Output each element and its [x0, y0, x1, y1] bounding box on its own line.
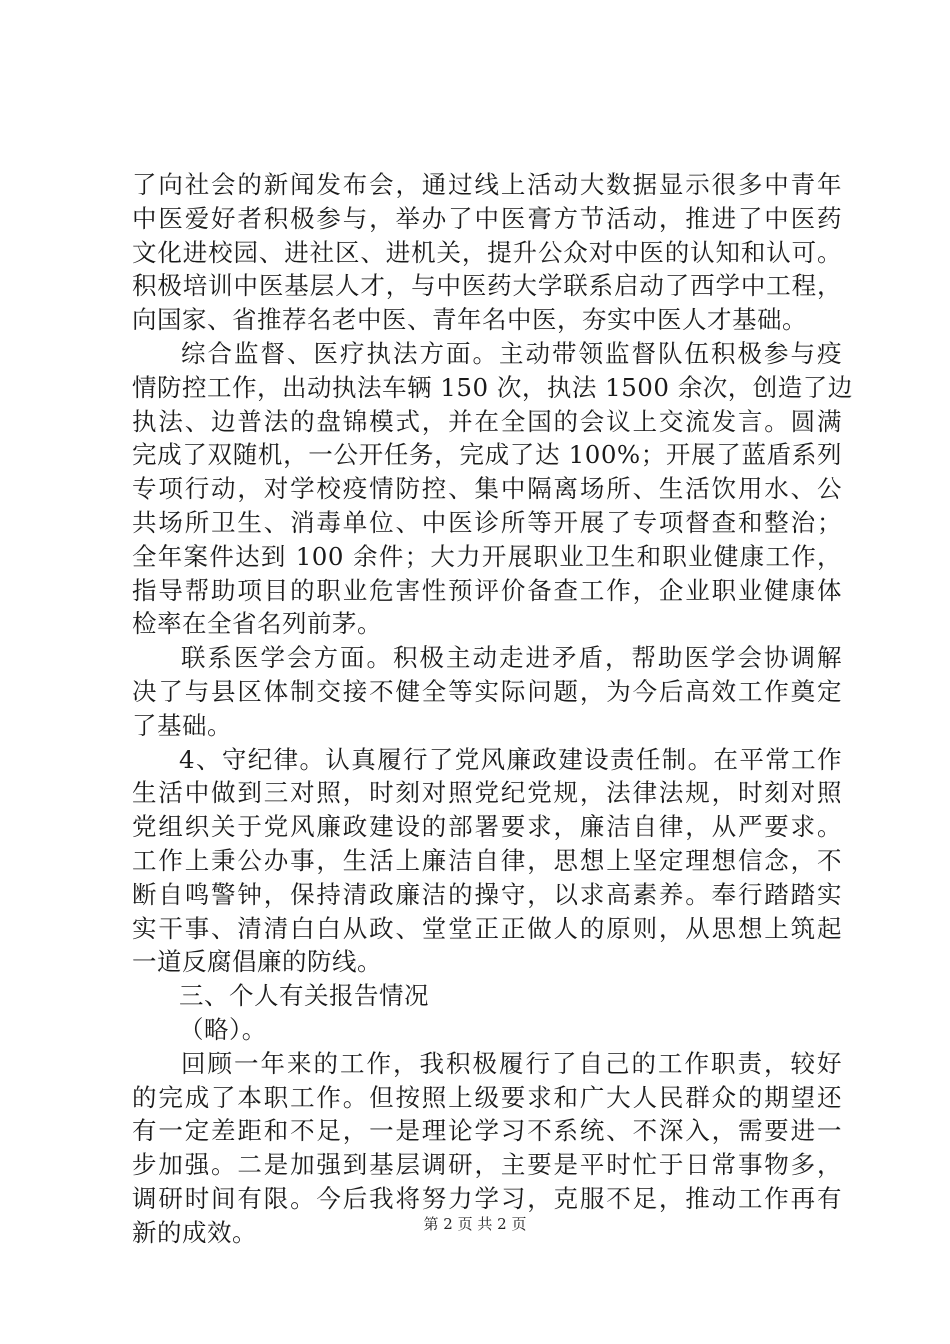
- text-line: 一道反腐倡廉的防线。: [132, 947, 382, 977]
- text-line: 全年案件达到 100 余件；大力开展职业卫生和职业健康工作，: [132, 541, 842, 571]
- text-line: 断自鸣警钟，保持清政廉洁的操守，以求高素养。奉行踏踏实: [132, 879, 842, 909]
- text-line: 文化进校园、进社区、进机关，提升公众对中医的认知和认可。: [132, 237, 842, 267]
- text-line: 执法、边普法的盘锦模式，并在全国的会议上交流发言。圆满: [132, 406, 842, 436]
- text-line: 步加强。二是加强到基层调研，主要是平时忙于日常事物多，: [132, 1150, 842, 1180]
- text-line: 了向社会的新闻发布会，通过线上活动大数据显示很多中青年: [132, 170, 842, 199]
- text-line: 的完成了本职工作。但按照上级要求和广大人民群众的期望还: [132, 1082, 842, 1112]
- page-footer: [0, 1214, 950, 1234]
- text-line: 有一定差距和不足，一是理论学习不系统、不深入，需要进一: [132, 1116, 842, 1146]
- paragraph-start-line: 综合监督、医疗执法方面。主动带领监督队伍积极参与疫: [181, 338, 842, 368]
- text-line: 调研时间有限。今后我将努力学习，克服不足，推动工作再有: [132, 1183, 842, 1213]
- page-number-label: 第 2 页 共 2 页: [423, 1215, 527, 1233]
- text-line: 检率在全省名列前茅。: [132, 609, 382, 639]
- text-line: 新的成效。: [132, 1217, 257, 1247]
- text-line: 指导帮助项目的职业危害性预评价备查工作，企业职业健康体: [132, 575, 842, 605]
- text-line: 生活中做到三对照，时刻对照党纪党规，法律法规，时刻对照: [132, 778, 842, 808]
- text-line: 情防控工作，出动执法车辆 150 次，执法 1500 余次，创造了边: [132, 372, 853, 402]
- text-line: 共场所卫生、消毒单位、中医诊所等开展了专项督查和整治；: [132, 507, 842, 537]
- text-line: 积极培训中医基层人才，与中医药大学联系启动了西学中工程，: [132, 271, 842, 301]
- text-line: 完成了双随机，一公开任务，完成了达 100%；开展了蓝盾系列: [132, 440, 842, 470]
- paragraph-start-line: 回顾一年来的工作，我积极履行了自己的工作职责，较好: [181, 1048, 842, 1078]
- text-line: 实干事、清清白白从政、堂堂正正做人的原则，从思想上筑起: [132, 913, 842, 943]
- document-body: [132, 168, 853, 1250]
- text-line: 了基础。: [132, 710, 232, 740]
- text-line: 工作上秉公办事，生活上廉洁自律，思想上坚定理想信念，不: [132, 845, 842, 875]
- text-line: 中医爱好者积极参与，举办了中医膏方节活动，推进了中医药: [132, 203, 842, 233]
- paragraph-start-line: 联系医学会方面。积极主动走进矛盾，帮助医学会协调解: [181, 643, 842, 673]
- paragraph-start-line: 4、守纪律。认真履行了党风廉政建设责任制。在平常工作: [179, 744, 842, 774]
- paragraph-start-line: （略）。: [179, 1014, 267, 1044]
- section-heading: 三、个人有关报告情况: [179, 981, 429, 1011]
- text-line: 党组织关于党风廉政建设的部署要求，廉洁自律，从严要求。: [132, 812, 842, 842]
- text-line: 决了与县区体制交接不健全等实际问题，为今后高效工作奠定: [132, 676, 842, 706]
- text-line: 向国家、省推荐名老中医、青年名中医，夯实中医人才基础。: [132, 305, 807, 335]
- text-line: 专项行动，对学校疫情防控、集中隔离场所、生活饮用水、公: [132, 474, 842, 504]
